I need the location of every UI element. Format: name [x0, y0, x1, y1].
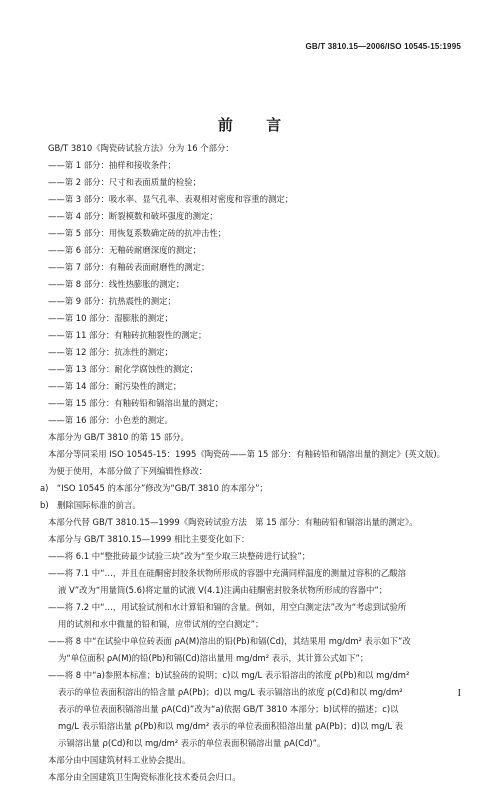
- list-item: ——第 1 部分：抽样和接收条件；: [48, 160, 176, 170]
- list-item: ——第 4 部分：断裂模数和破坏强度的测定；: [48, 211, 218, 221]
- change-item: ——将 7.1 中“…，并且在硅酮密封胶条状物所形成的容器中充满同样温度的测量过容积的乙酸溶: [48, 568, 406, 578]
- list-item: ——第 15 部分：有釉砖铅和镉溶出量的测定；: [48, 398, 224, 408]
- list-item: ——第 2 部分：尺寸和表面质量的检验；: [48, 177, 202, 187]
- change-item: ——将 8 中“a)参照本标准；b)试验砖的说明；c)以 mg/L 表示铅溶出的浓度 ρ(Pb)和以 mg/dm²: [48, 670, 410, 680]
- paragraph: 本部分代替 GB/T 3810.15—1999《陶瓷砖试验方法 第 15 部分：有釉砖铅和镉溶出量的测定》。: [48, 517, 418, 527]
- list-item: ——第 14 部分：耐污染性的测定；: [48, 381, 182, 391]
- list-item: ——第 12 部分：抗冻性的测定；: [48, 347, 173, 357]
- list-item: ——第 3 部分：吸水率、显气孔率、表观相对密度和容重的测定；: [48, 194, 294, 204]
- change-item: ——将 6.1 中“整批砖最少试验三块”改为“至少取三块整砖进行试验”；: [48, 551, 311, 561]
- change-item-continuation: mg/L 表示铅溶出量 ρ(Pb)和以 mg/dm² 表示的单位表面积铅溶出量 ρA(Pb)；d)以 mg/L 表: [58, 721, 404, 731]
- intro-line: GB/T 3810《陶瓷砖试验方法》分为 16 个部分：: [48, 143, 234, 153]
- list-item: ——第 10 部分：湿膨胀的测定；: [48, 313, 173, 323]
- list-item: ——第 11 部分：有釉砖抗釉裂性的测定；: [48, 330, 207, 340]
- change-item-continuation: 用的试剂和水中微量的铅和镉，应带试剂的空白测定”；: [58, 619, 264, 629]
- paragraph: 本部分等同采用 ISO 10545-15：1995《陶瓷砖——第 15 部分：有釉砖铅和镉溶出量的测定》(英文版)。: [48, 449, 445, 459]
- list-item: ——第 9 部分：抗热震性的测定；: [48, 296, 176, 306]
- change-item-continuation: 为“单位面积 ρA(M)的铅(Pb)和镉(Cd)溶出量用 mg/dm² 表示，其计算公式如下”；: [58, 653, 369, 663]
- edit-item-b: b) 删除国际标准的前言。: [40, 500, 141, 510]
- page-number: I: [457, 688, 461, 699]
- list-item: ——第 13 部分：耐化学腐蚀性的测定；: [48, 364, 198, 374]
- standard-code-header: GB/T 3810.15—2006/ISO 10545-15:1995: [305, 42, 461, 51]
- change-item: ——将 8 中“在试验中单位砖表面 ρA(M)溶出的铅(Pb)和镉(Cd)，其结果用 mg/dm² 表示如下”改: [48, 636, 411, 646]
- list-item: ——第 6 部分：无釉砖耐磨深度的测定；: [48, 245, 202, 255]
- list-item: ——第 8 部分：线性热膨胀的测定；: [48, 279, 185, 289]
- change-item-continuation: 表示的单位表面积溶出的铅含量 ρA(Pb)；d)以 mg/L 表示镉溶出的浓度 ρ(Cd)和以 mg/dm²: [58, 687, 403, 697]
- parts-list: [40, 157, 461, 429]
- list-item: ——第 16 部分：小色差的测定。: [48, 415, 173, 425]
- list-item: ——第 7 部分：有釉砖表面耐磨性的测定；: [48, 262, 210, 272]
- change-item: ——将 7.2 中“…，用试验试剂和水计算铅和镉的含量。例如，用空白测定法”改为“考虑到试验所: [48, 602, 407, 612]
- change-item-continuation: 示镉溶出量 ρ(Cd)和以 mg/dm² 表示的单位表面积镉溶出量 ρA(Cd)”。: [58, 738, 326, 748]
- change-item-continuation: 表示的单位表面积镉溶出量 ρA(Cd)”改为“a)依据 GB/T 3810 本部分；b)试样的描述；c)以: [58, 704, 399, 714]
- page-title: 前 言: [217, 116, 296, 134]
- paragraph: 为便于使用，本部分做了下列编辑性修改：: [48, 466, 208, 476]
- paragraph: 本部分为 GB/T 3810 的第 15 部分。: [48, 432, 189, 442]
- edit-item-a: a) “ISO 10545 的本部分”修改为“GB/T 3810 的本部分”；: [40, 483, 268, 493]
- change-item-continuation: 液 V”改为“用量筒(5.6)将定量的试液 V(4.1)注满由硅酮密封胶条状物所形成的容器中”；: [58, 585, 388, 595]
- paragraph: 本部分由全国建筑卫生陶瓷标准化技术委员会归口。: [48, 772, 241, 782]
- paragraph: 本部分由中国建筑材料工业协会提出。: [48, 755, 191, 765]
- foreword-body: [40, 140, 461, 786]
- list-item: ——第 5 部分：用恢复系数确定砖的抗冲击性；: [48, 228, 227, 238]
- paragraph: 本部分与 GB/T 3810.15—1999 相比主要变化如下：: [48, 534, 250, 544]
